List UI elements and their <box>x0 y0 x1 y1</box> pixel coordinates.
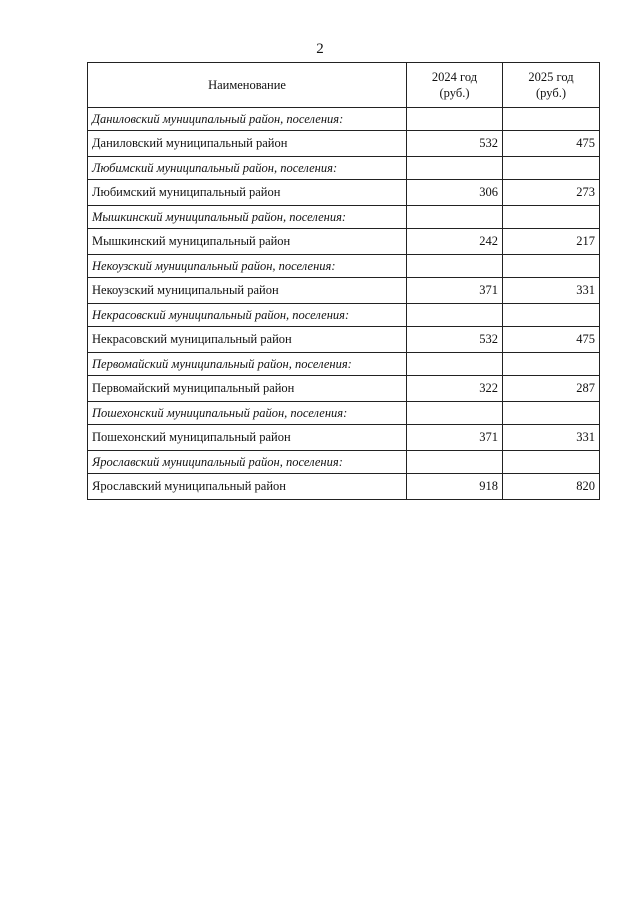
table-row <box>88 180 600 206</box>
value-2025: 273 <box>503 180 600 206</box>
header-2024-unit: (руб.) <box>439 86 470 100</box>
group-title: Некрасовский муниципальный район, поселения: <box>88 304 407 327</box>
value-2025: 217 <box>503 229 600 255</box>
value-2024: 306 <box>407 180 503 206</box>
group-title: Пошехонский муниципальный район, поселения: <box>88 402 407 425</box>
district-name: Пошехонский муниципальный район <box>88 425 407 451</box>
group-title: Некоузский муниципальный район, поселения: <box>88 255 407 278</box>
value-2024: 532 <box>407 327 503 353</box>
group-title: Ярославский муниципальный район, поселения: <box>88 451 407 474</box>
value-2025: 331 <box>503 278 600 304</box>
district-name: Некоузский муниципальный район <box>88 278 407 304</box>
table-row <box>88 327 600 353</box>
table-header-row <box>88 63 600 108</box>
value-2025: 331 <box>503 425 600 451</box>
header-2024 <box>407 63 503 108</box>
value-2024: 371 <box>407 425 503 451</box>
value-2025: 475 <box>503 131 600 157</box>
header-name: Наименование <box>88 63 407 108</box>
value-2024: 532 <box>407 131 503 157</box>
group-title: Мышкинский муниципальный район, поселения: <box>88 206 407 229</box>
header-2025-unit: (руб.) <box>536 86 566 100</box>
group-row <box>88 108 600 131</box>
district-name: Любимский муниципальный район <box>88 180 407 206</box>
group-row <box>88 304 600 327</box>
group-title: Любимский муниципальный район, поселения: <box>88 157 407 180</box>
district-name: Некрасовский муниципальный район <box>88 327 407 353</box>
value-2024: 918 <box>407 474 503 500</box>
district-name: Первомайский муниципальный район <box>88 376 407 402</box>
allocation-table <box>87 62 600 500</box>
header-2024-year: 2024 год <box>431 70 478 84</box>
page-number: 2 <box>316 41 324 57</box>
table-row <box>88 376 600 402</box>
header-2025-year: 2025 год <box>528 70 574 84</box>
table-row <box>88 474 600 500</box>
table-row <box>88 278 600 304</box>
header-2025 <box>503 63 600 108</box>
group-row <box>88 353 600 376</box>
district-name: Даниловский муниципальный район <box>88 131 407 157</box>
group-row <box>88 157 600 180</box>
district-name: Ярославский муниципальный район <box>88 474 407 500</box>
group-row <box>88 255 600 278</box>
value-2024: 322 <box>407 376 503 402</box>
table-row <box>88 131 600 157</box>
group-row <box>88 402 600 425</box>
value-2025: 475 <box>503 327 600 353</box>
group-row <box>88 451 600 474</box>
table-row <box>88 425 600 451</box>
table-row <box>88 229 600 255</box>
group-title: Первомайский муниципальный район, поселения: <box>88 353 407 376</box>
value-2024: 371 <box>407 278 503 304</box>
group-title: Даниловский муниципальный район, поселения: <box>88 108 407 131</box>
value-2025: 820 <box>503 474 600 500</box>
district-name: Мышкинский муниципальный район <box>88 229 407 255</box>
value-2024: 242 <box>407 229 503 255</box>
group-row <box>88 206 600 229</box>
value-2025: 287 <box>503 376 600 402</box>
